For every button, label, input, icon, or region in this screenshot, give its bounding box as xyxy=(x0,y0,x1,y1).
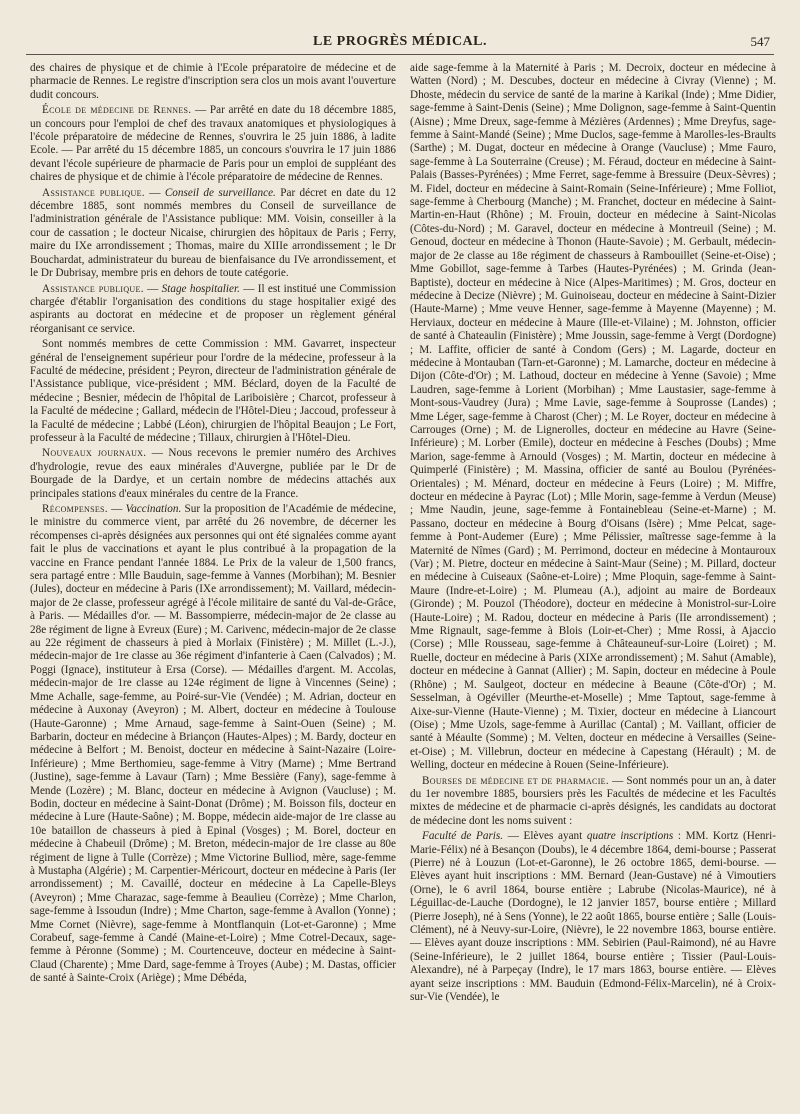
paragraph xyxy=(410,830,776,1004)
paragraph: Récompenses. — Vaccination. Sur la proposition de l'Académie de médecine, le ministre du commerce vient, par arrêté du 26 novembre, de décerner les récompenses ci-après désignées aux personnes qui ont été signalées comme ayant fait le plus de vaccinations et ayant le plus contribué à la propagation de la vaccine en France pendant l'année 1884. Le Prix de la valeur de 1,500 francs, sera partagé entre : Mlle Bauduin, sage-femme à Vannes (Morbihan); M. Besnier (Jules), docteur en médecine à Paris (IXe arrondissement); M. Vaillard, médecin-major de 2e classe, professeur agrégé à l'école militaire de santé du Val-de-Grâce, à Paris. — Médailles d'or. — M. Bassompierre, médecin-major de 2e classe au 28e régiment de ligne à Evreux (Eure) ; M. Carivenc, médecin-major de 2e classe au 22e régiment de chasseurs à pied à Morlaix (Finistère) ; M. Millet (L.-J.), médecin-major de 1re classe au 36e régiment d'infanterie à Caen (Calvados) ; M. Poggi (Ignace), instituteur à Ersa (Corse). — Médailles d'argent. M. Accolas, médecin-major de 1re classe au 124e régiment de ligne à Vincennes (Seine) ; Mme Achalle, sage-femme, au Poiré-sur-Vie (Vendée) ; M. Adrian, docteur en médecine à Auxonay (Aveyron) ; M. Albert, docteur en médecine à Toulouse (Haute-Garonne) ; Mme Arnaud, sage-femme à Saint-Ouen (Seine) ; M. Barbarin, docteur en médecine à Briançon (Hautes-Alpes) ; M. Bardy, docteur en médecine à Belfort ; M. Benoist, docteur en médecine à Saint-Nazaire (Loire-Inférieure) ; Mme Berthomieu, sage-femme à Vitry (Marne) ; Mme Bertrand (Justine), sage-femme à Lavaur (Tarn) ; Mme Bessière (Fany), sage-femme à Mende (Lozère) ; M. Blanc, docteur en médecine à Avignon (Vaucluse) ; M. Bodin, docteur en médecine à Saint-Donat (Drôme) ; M. Boisson fils, docteur en médecine à Lure (Haute-Saône) ; M. Boppe, médecin aide-major de 1re classe au 10e bataillon de chasseurs à pied à Epinal (Vosges) ; M. Borel, docteur en médecine à Chabeuil (Drôme) ; M. Breton, médecin-major de 1re classe au 80e régiment de ligne à Tulle (Corrèze) ; Mme Victorine Bulliod, mère, sage-femme à Mustapha (Algérie) ; M. Carpentier-Méricourt, docteur en médecine à Paris (Ier arrondissement) ; M. Cavaillé, docteur en médecine à La Capelle-Bleys (Aveyron) ; Mme Charazac, sage-femme à Beaulieu (Corrèze) ; Mme Charlon, sage-femme à Issoudun (Indre) ; Mme Charton, sage-femme à Avallon (Yonne) ; Mme Cornet (Nièvre), sage-femme à Montflanquin (Lot-et-Garonne) ; Mme Corabeuf, sage-femme à Candé (Maine-et-Loire) ; Mme Cotrel-Decaux, sage-femme à Péronne (Somme) ; M. Courtenceuve, docteur en médecine à Saint-Claud (Charente) ; Mme Dard, sage-femme à Troyes (Aube) ; M. Dastas, officier de santé à Sainte-Croix (Ariège) ; Mme Débéda, xyxy=(30,503,397,985)
section-subheading: Faculté de Paris. xyxy=(422,830,504,843)
paragraph-text: — Il est institué une Commission chargée d'établir l'organisation des conditions du stage hospitalier exigé des aspirants au doctorat en médecine et de proposer un règlement général réorganisant ce service. xyxy=(30,282,397,335)
text-columns xyxy=(30,62,776,1004)
page-number: 547 xyxy=(750,34,770,49)
paragraph xyxy=(410,775,776,829)
paragraph-text: — Nous recevons le premier numéro des Archives d'hydrologie, revue des eaux minérales d'Auvergne, publiée par le Dr de Bourgade de la Dardye, et un certain nombre de médecins attachés aux principales stations d'eaux minérales du centre de la France. xyxy=(30,447,396,500)
section-subheading: Conseil de surveillance. xyxy=(164,186,276,199)
paragraph: Assistance publique. — Conseil de surveillance. Par décret en date du 12 décembre 1885, sont nommés membres du Conseil de surveillance de l'administration générale de l'Assistance publique: MM. Voisin, conseiller à la cour de cassation ; le docteur Nicaise, chirurgien des hôpitaux de Paris ; Ferry, maire du IXe arrondissement ; Thomas, maire du XIIIe arrondissement ; le Dr Bouchardat, administrateur du bureau de bienfaisance du IVe arrondissement, et le Dr Dubrisay, membre pris en dehors de toute catégorie. xyxy=(30,186,397,280)
paragraph xyxy=(30,338,396,445)
paragraph xyxy=(410,62,776,773)
section-subheading: Vaccination. xyxy=(125,503,182,515)
paragraph-text: — Sont nommés pour un an, à dater du 1er novembre 1885, boursiers près les Facultés de médecine et les Facultés mixtes de médecine et de pharmacie ci-après désignés, les candidats au doctorat de médecine dont les noms suivent : xyxy=(410,774,777,827)
paragraph-text: des chaires de physique et de chimie à l'Ecole préparatoire de médecine et de pharmacie de Rennes. Le registre d'inscription sera clos un mois avant l'ouverture dudit concours. xyxy=(30,62,396,101)
paragraph-text: Sur la proposition de l'Académie de médecine, le ministre du commerce vient, par arrêté du 26 novembre, de décerner les récompenses ci-après désignées aux personnes qui ont été signalées comme ayant fait le plus de vaccinations et ayant le plus contribué à la propagation de la vaccine en France pendant l'année 1884. Le Prix de la valeur de 1,500 francs, sera partagé entre : Mlle Bauduin, sage-femme à Vannes (Morbihan); M. Besnier (Jules), docteur en médecine à Paris (IXe arrondissement); M. Vaillard, médecin-major de 2e classe, professeur agrégé à l'école militaire de santé du Val-de-Grâce, à Paris. — Médailles d'or. — M. Bassompierre, médecin-major de 2e classe au 28e régiment de ligne à Evreux (Eure) ; M. Carivenc, médecin-major de 2e classe au 22e régiment de chasseurs à pied à Morlaix (Finistère) ; M. Millet (L.-J.), médecin-major de 1re classe au 36e régiment d'infanterie à Caen (Calvados) ; M. Poggi (Ignace), instituteur à Ersa (Corse). — Médailles d'argent. M. Accolas, médecin-major de 1re classe au 124e régiment de ligne à Vincennes (Seine) ; Mme Achalle, sage-femme, au Poiré-sur-Vie (Vendée) ; M. Adrian, docteur en médecine à Auxonay (Aveyron) ; M. Albert, docteur en médecine à Toulouse (Haute-Garonne) ; Mme Arnaud, sage-femme à Saint-Ouen (Seine) ; M. Barbarin, docteur en médecine à Briançon (Hautes-Alpes) ; M. Bardy, docteur en médecine à Belfort ; M. Benoist, docteur en médecine à Saint-Nazaire (Loire-Inférieure) ; Mme Berthomieu, sage-femme à Vitry (Marne) ; Mme Bertrand (Justine), sage-femme à Lavaur (Tarn) ; Mme Bessière (Fany), sage-femme à Mende (Lozère) ; M. Blanc, docteur en médecine à Avignon (Vaucluse) ; M. Bodin, docteur en médecine à Saint-Donat (Drôme) ; M. Boisson fils, docteur en médecine à Lure (Haute-Saône) ; M. Boppe, médecin aide-major de 1re classe au 10e bataillon de chasseurs à pied à Epinal (Vosges) ; M. Borel, docteur en médecine à Chabeuil (Drôme) ; M. Breton, médecin-major de 1re classe au 80e régiment de ligne à Tulle (Corrèze) ; Mme Victorine Bulliod, mère, sage-femme à Mustapha (Algérie) ; M. Carpentier-Méricourt, docteur en médecine à Paris (Ier arrondissement) ; M. Cavaillé, docteur en médecine à La Capelle-Bleys (Aveyron) ; Mme Charazac, sage-femme à Beaulieu (Corrèze) ; Mme Charlon, sage-femme à Issoudun (Indre) ; Mme Charton, sage-femme à Avallon (Yonne) ; Mme Cornet (Nièvre), sage-femme à Montflanquin (Lot-et-Garonne) ; Mme Corabeuf, sage-femme à Candé (Maine-et-Loire) ; Mme Cotrel-Decaux, sage-femme à Péronne (Somme) ; M. Courtenceuve, docteur en médecine à Saint-Claud (Charente) ; Mme Dard, sage-femme à Troyes (Aube) ; M. Dastas, officier de santé à Sainte-Croix (Ariège) ; Mme Débéda, xyxy=(30,503,397,985)
section-heading: Nouveaux journaux. xyxy=(42,447,147,460)
section-subheading: Stage hospitalier. xyxy=(161,282,240,295)
paragraph-text: — Elèves ayant xyxy=(503,830,587,843)
section-heading: Assistance publique. xyxy=(42,282,144,295)
page-header xyxy=(26,26,774,54)
section-subheading: quatre inscriptions xyxy=(586,830,674,843)
paragraph xyxy=(30,104,396,184)
paragraph xyxy=(30,62,396,102)
right-column xyxy=(410,62,776,1004)
section-heading: Bourses de médecine et de pharmacie. xyxy=(422,774,609,787)
header-rule xyxy=(26,54,774,55)
section-heading: Assistance publique. xyxy=(42,186,145,199)
paragraph-text: : MM. Kortz (Henri-Marie-Félix) né à Besançon (Doubs), le 4 décembre 1864, demi-bourse ; Passerat (Pierre) né à Louzun (Lot-et-Garonne), le 26 octobre 1865, demi-bourse. — Elèves ayant huit inscriptions : MM. Bernard (Jean-Gustave) né à Vimoutiers (Orne), le 6 avril 1864, bourse entière ; Labrube (Nicolas-Maurice), né à Léguillac-de-Lauche (Dordogne), le 12 janvier 1857, bourse entière ; Millard (Pierre Joseph), né à Sens (Yonne), le 22 août 1865, bourse entière ; Salle (Louis-Clément), né à Neuvy-sur-Loire, (Nièvre), le 22 novembre 1863, bourse entière. — Elèves ayant douze inscriptions : MM. Sebirien (Paul-Raimond), né au Havre (Seine-Inférieure), le 2 juillet 1864, bourse entière ; Tissier (Paul-Louis-Alexandre), né à Parpeçay (Indre), le 17 mars 1863, bourse entière. — Elèves ayant seize inscriptions : MM. Bauduin (Edmond-Félix-Marcelin), né à Croix-sur-Vie (Vendée), le xyxy=(410,830,776,1004)
section-heading: Récompenses. xyxy=(42,503,108,515)
paragraph-text: — Par arrêté en date du 18 décembre 1885, un concours pour l'emploi de chef des travaux anatomiques et physiologiques à l'école préparatoire de médecine de Rennes, s'ouvrira le 25 juin 1886, à ladite Ecole. — Par arrêté du 15 décembre 1885, un concours s'ouvrira le 17 juin 1886 devant l'école supérieure de pharmacie de Paris pour un emploi de suppléant des chaires de physique et de chimie à l'école préparatoire de médecine de Rennes. xyxy=(30,104,396,184)
paragraph-text: Sont nommés membres de cette Commission : MM. Gavarret, inspecteur général de l'enseignement supérieur pour l'ordre de la médecine, professeur à la Faculté de médecine, président ; Peyron, directeur de l'administration générale de l'Assistance publique, vice-président ; MM. Béclard, doyen de la Faculté de médecine ; Besnier, médecin de l'hôpital de Lariboisière ; Charcot, professeur à la Faculté de médecine ; Gallard, médecin de l'Hôtel-Dieu ; Jaccoud, professeur à la Faculté de médecine ; Labbé (Léon), chirurgien de l'hôpital Beaujon ; Le Fort, professeur à la Faculté de médecine ; Tillaux, chirurgien à l'Hôtel-Dieu. xyxy=(30,338,396,444)
paragraph-text: aide sage-femme à la Maternité à Paris ; M. Decroix, docteur en médecine à Watten (Nord) ; M. Descubes, docteur en médecine à Civray (Vienne) ; M. Dhoste, médecin du service de santé de la marine à Karikal (Inde) ; Mme Didier, sage-femme à Saint-Denis (Seine) ; Mme Dolignon, sage-femme à Saint-Quentin (Aisne) ; Mme Dreux, sage-femme à Mézières (Ardennes) ; Mme Dreyfus, sage-femme à Saint-Mandé (Seine) ; Mme Duclos, sage-femme à Marolles-les-Braults (Sarthe) ; M. Dugat, docteur en médecine à Orange (Vaucluse) ; Mme Fauro, sage-femme à La Souterraine (Creuse) ; M. Féraud, docteur en médecine à Saint-Palais (Basses-Pyrénées) ; Mme Ferret, sage-femme à Bressuire (Deux-Sèvres) ; M. Fidel, docteur en médecine à Saint-Romain (Seine-Inférieure) ; Mme Folliot, sage-femme à Cherbourg (Manche) ; M. Franchet, docteur en médecine à Saint-Martin-en-Haut (Rhône) ; M. Frouin, docteur en médecine à Saint-Nicolas (Côtes-du-Nord) ; M. Garavel, docteur en médecine à Montreuil (Seine) ; M. Genoud, docteur en médecine à Thonon (Haute-Savoie) ; M. Gerbault, médecin-major de 2e classe au 18e régiment de chasseurs à Rambouillet (Seine-et-Oise) ; Mme Gobillot, sage-femme à Tarbes (Hautes-Pyrénées) ; M. Grinda (Jean-Baptiste), docteur en médecine à Nice (Alpes-Maritimes) ; M. Gros, docteur en médecine à Decize (Nièvre) ; M. Guinoiseau, docteur en médecine à Saint-Dizier (Haute-Marne) ; Mme veuve Henner, sage-femme à Mayenne (Mayenne) ; M. Herviaux, docteur en médecine à Maure (Ille-et-Vilaine) ; M. Johnston, officier de santé à Chateaulin (Finistère) ; Mme Joussin, sage-femme à Vergt (Dordogne) ; M. Laffite, officier de santé à Condom (Gers) ; M. Lagarde, docteur en médecine à Montauban (Tarn-et-Garonne) ; M. Lamarche, docteur en médecine à Dijon (Côte-d'Or) ; M. Lathoud, docteur en médecine à Yenne (Savoie) ; Mme Laudren, sage-femme à Lorient (Morbihan) ; Mme Laustasier, sage-femme à Mont-sous-Vaudrey (Jura) ; Mme Lavie, sage-femme à Souprosse (Landes) ; Mme Léger, sage-femme à Charost (Cher) ; M. Le Royer, docteur en médecine à Carrouges (Orne) ; M. de Lignerolles, docteur en médecine au Havre (Seine-Inférieure) ; M. Lorber (Emile), docteur en médecine à Fesches (Doubs) ; Mme Marion, sage-femme à Arnould (Vosges) ; M. Martin, docteur en médecine à Quimperlé (Finistère) ; M. Massina, officier de santé au Boulou (Pyrénées-Orientales) ; M. Ménard, docteur en médecine à Feurs (Loire) ; M. Miffre, docteur en médecine à Payrac (Lot) ; Mlle Morin, sage-femme à Verdun (Meuse) ; Mme Naudin, jeune, sage-femme à Fontainebleau (Seine-et-Marne) ; M. Passano, docteur en médecine à Bourg d'Oisans (Isère) ; Mme Pelcat, sage-femme à Pont-Audemer (Eure) ; Mme Pélissier, maîtresse sage-femme à la Maternité de Nîmes (Gard) ; M. Perrimond, docteur en médecine à Montauroux (Var) ; M. Pietre, docteur en médecine à Saint-Maur (Seine) ; M. Pillard, docteur en médecine à Cuiseaux (Saône-et-Loire) ; Mme Ploquin, sage-femme à Saint-Maure (Indre-et-Loire) ; M. Plumeau (A.), adjoint au maire de Bordeaux (Gironde) ; M. Pouzol (Théodore), docteur en médecine à Monistrol-sur-Loire (Haute-Loire) ; M. Radou, docteur en médecine à Paris (IIe arrondissement) ; Mme Rignault, sage-femme à Blois (Loir-et-Cher) ; Mme Rossi, à Ajaccio (Corse) ; Mlle Rousseau, sage-femme à Châteauneuf-sur-Loire (Loiret) ; M. Ruelle, docteur en médecine à Paris (XIXe arrondissement) ; M. Sahut (Amable), docteur en médecine à Gannat (Allier) ; M. Sapin, docteur en médecine à Poule (Rhône) ; M. Saulgeot, docteur en médecine à Beaune (Côte-d'Or) ; M. Sesselman, à Ogéviller (Meurthe-et-Moselle) ; Mme Taptout, sage-femme à Aixe-sur-Vienne (Haute-Vienne) ; M. Tixier, docteur en médecine à Liancourt (Oise) ; Mme Uzols, sage-femme à Aurillac (Cantal) ; M. Vaillant, officier de santé à Méaulte (Somme) ; M. Velten, docteur en médecine à Versailles (Seine-et-Oise) ; M. Villebrun, docteur en médecine à Capestang (Hérault) ; M. de Welling, docteur en médecine à Rouen (Seine-Inférieure). xyxy=(410,62,776,772)
paragraph: Assistance publique. — Stage hospitalier. — Il est institué une Commission chargée d'établir l'organisation des conditions du stage hospitalier exigé des aspirants au doctorat en médecine et de proposer un règlement général réorganisant ce service. xyxy=(30,282,397,335)
left-column xyxy=(30,62,396,1004)
journal-title: LE PROGRÈS MÉDICAL. xyxy=(312,34,488,49)
paragraph-text: Par décret en date du 12 décembre 1885, sont nommés membres du Conseil de surveillance de l'administration générale de l'Assistance publique: MM. Voisin, conseiller à la cour de cassation ; le docteur Nicaise, chirurgien des hôpitaux de Paris ; Ferry, maire du IXe arrondissement ; Thomas, maire du XIIIe arrondissement ; le Dr Bouchardat, administrateur du bureau de bienfaisance du IVe arrondissement, et le Dr Dubrisay, membre pris en dehors de toute catégorie. xyxy=(30,186,397,280)
section-heading: École de médecine de Rennes. xyxy=(42,104,192,117)
paragraph xyxy=(30,447,396,501)
